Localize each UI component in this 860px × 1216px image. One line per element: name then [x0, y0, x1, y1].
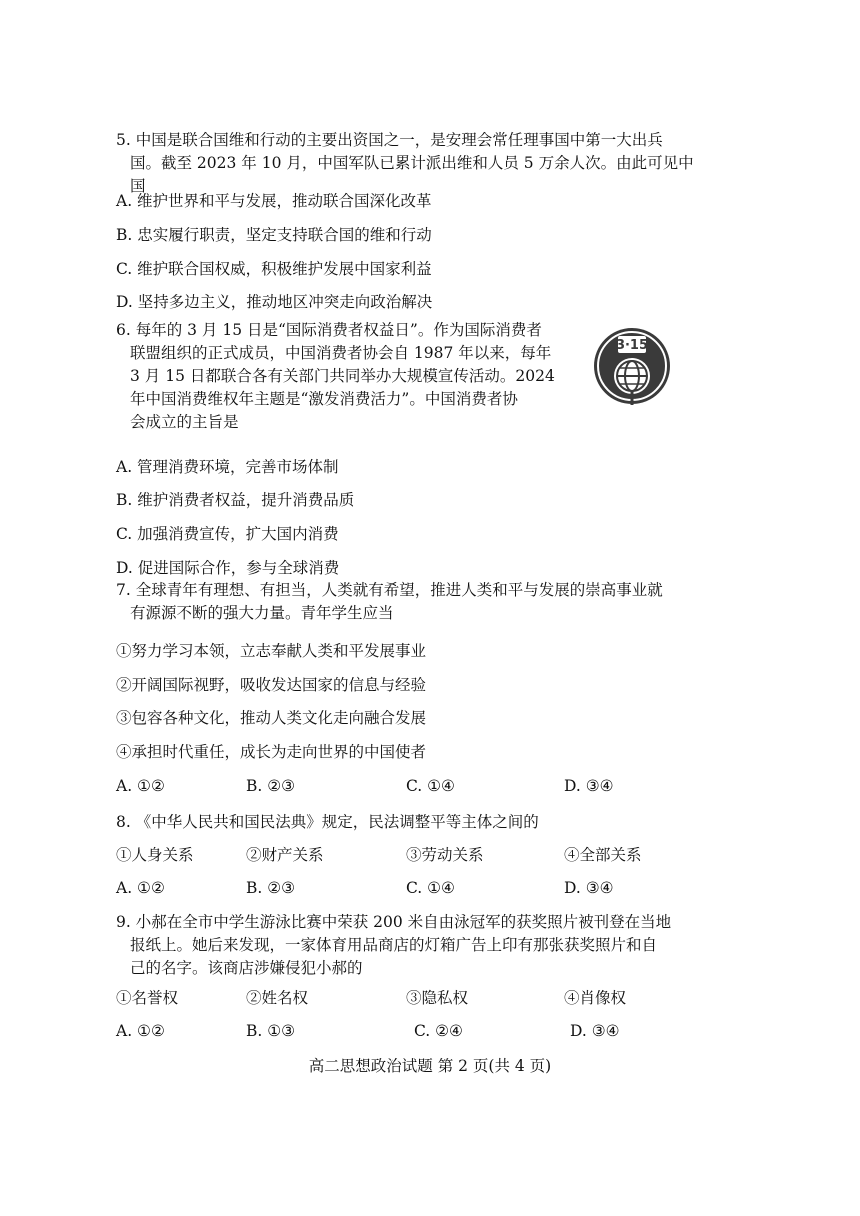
- question-7-choice-b: B. ②③: [246, 777, 296, 795]
- question-8-item-3: ③劳动关系: [406, 846, 484, 864]
- question-7-choice-d: D. ③④: [564, 777, 614, 795]
- question-7-stem: [116, 579, 728, 625]
- question-9-line-3: 己的名字。该商店涉嫌侵犯小郝的: [130, 959, 363, 977]
- question-5-line-2: 国。截至 2023 年 10 月，中国军队已累计派出维和人员 5 万余人次。由此可见中: [130, 154, 694, 172]
- question-6-line-2: 联盟组织的正式成员，中国消费者协会自 1987 年以来，每年: [130, 344, 552, 362]
- question-7-item-3: ③包容各种文化，推动人类文化走向融合发展: [116, 709, 427, 727]
- question-6-line-3: 3 月 15 日都联合各有关部门共同举办大规模宣传活动。2024: [130, 367, 555, 385]
- question-9-choice-b: B. ①③: [246, 1022, 296, 1040]
- question-9-item-2: ②姓名权: [246, 989, 309, 1007]
- question-8-choice-a: A. ①②: [116, 879, 165, 897]
- question-7-choice-a: A. ①②: [116, 777, 165, 795]
- question-8-choice-c: C. ①④: [406, 879, 455, 897]
- question-6-option-b: B. 维护消费者权益，提升消费品质: [116, 491, 355, 509]
- question-8-item-4: ④全部关系: [564, 846, 642, 864]
- question-9-choice-c: C. ②④: [414, 1022, 463, 1040]
- question-5-option-c: C. 维护联合国权威，积极维护发展中国家利益: [116, 260, 432, 278]
- question-7-item-1: ①努力学习本领，立志奉献人类和平发展事业: [116, 642, 427, 660]
- question-6-option-a: A. 管理消费环境，完善市场体制: [116, 458, 339, 476]
- question-9-item-1: ①名誉权: [116, 989, 179, 1007]
- question-8-item-1: ①人身关系: [116, 846, 194, 864]
- question-9-choice-d: D. ③④: [570, 1022, 620, 1040]
- question-8-choice-b: B. ②③: [246, 879, 296, 897]
- question-9-item-3: ③隐私权: [406, 989, 469, 1007]
- question-5-option-a: A. 维护世界和平与发展，推动联合国深化改革: [116, 192, 432, 210]
- question-6-line-1: 6. 每年的 3 月 15 日是“国际消费者权益日”。作为国际消费者: [116, 321, 542, 339]
- question-7-item-4: ④承担时代重任，成长为走向世界的中国使者: [116, 743, 427, 761]
- question-8-line-1: 8. 《中华人民共和国民法典》规定，民法调整平等主体之间的: [116, 813, 539, 831]
- question-8-item-2: ②财产关系: [246, 846, 324, 864]
- question-8-stem: [116, 811, 728, 834]
- question-7-item-2: ②开阔国际视野，吸收发达国家的信息与经验: [116, 676, 427, 694]
- question-9-line-2: 报纸上。她后来发现，一家体育用品商店的灯箱广告上印有那张获奖照片和自: [130, 936, 658, 954]
- question-6-option-c: C. 加强消费宣传，扩大国内消费: [116, 525, 339, 543]
- question-9-item-4: ④肖像权: [564, 989, 627, 1007]
- question-9-line-1: 9. 小郝在全市中学生游泳比赛中荣获 200 米自由泳冠军的获奖照片被刊登在当地: [116, 913, 672, 931]
- question-9-choice-a: A. ①②: [116, 1022, 165, 1040]
- question-6-line-5: 会成立的主旨是: [130, 413, 239, 431]
- question-5-option-b: B. 忠实履行职责，坚定支持联合国的维和行动: [116, 226, 432, 244]
- question-5-line-1: 5. 中国是联合国维和行动的主要出资国之一，是安理会常任理事国中第一大出兵: [116, 131, 663, 149]
- question-7-line-2: 有源源不断的强大力量。青年学生应当: [130, 604, 394, 622]
- question-6-stem: [116, 319, 596, 434]
- logo-text: 3·15: [615, 338, 649, 353]
- page-footer: 高二思想政治试题 第 2 页(共 4 页): [308, 1057, 552, 1075]
- question-8-choice-d: D. ③④: [564, 879, 614, 897]
- question-7-choice-c: C. ①④: [406, 777, 455, 795]
- question-5-line-3: 国: [130, 177, 146, 195]
- question-5-option-d: D. 坚持多边主义，推动地区冲突走向政治解决: [116, 293, 433, 311]
- question-5-stem: [116, 129, 728, 198]
- question-9-stem: [116, 911, 728, 980]
- question-6-option-d: D. 促进国际合作，参与全球消费: [116, 559, 340, 577]
- question-7-line-1: 7. 全球青年有理想、有担当，人类就有希望，推进人类和平与发展的崇高事业就: [116, 581, 663, 599]
- consumer-association-logo-icon: [592, 318, 672, 414]
- question-6-line-4: 年中国消费维权年主题是“激发消费活力”。中国消费者协: [130, 390, 518, 408]
